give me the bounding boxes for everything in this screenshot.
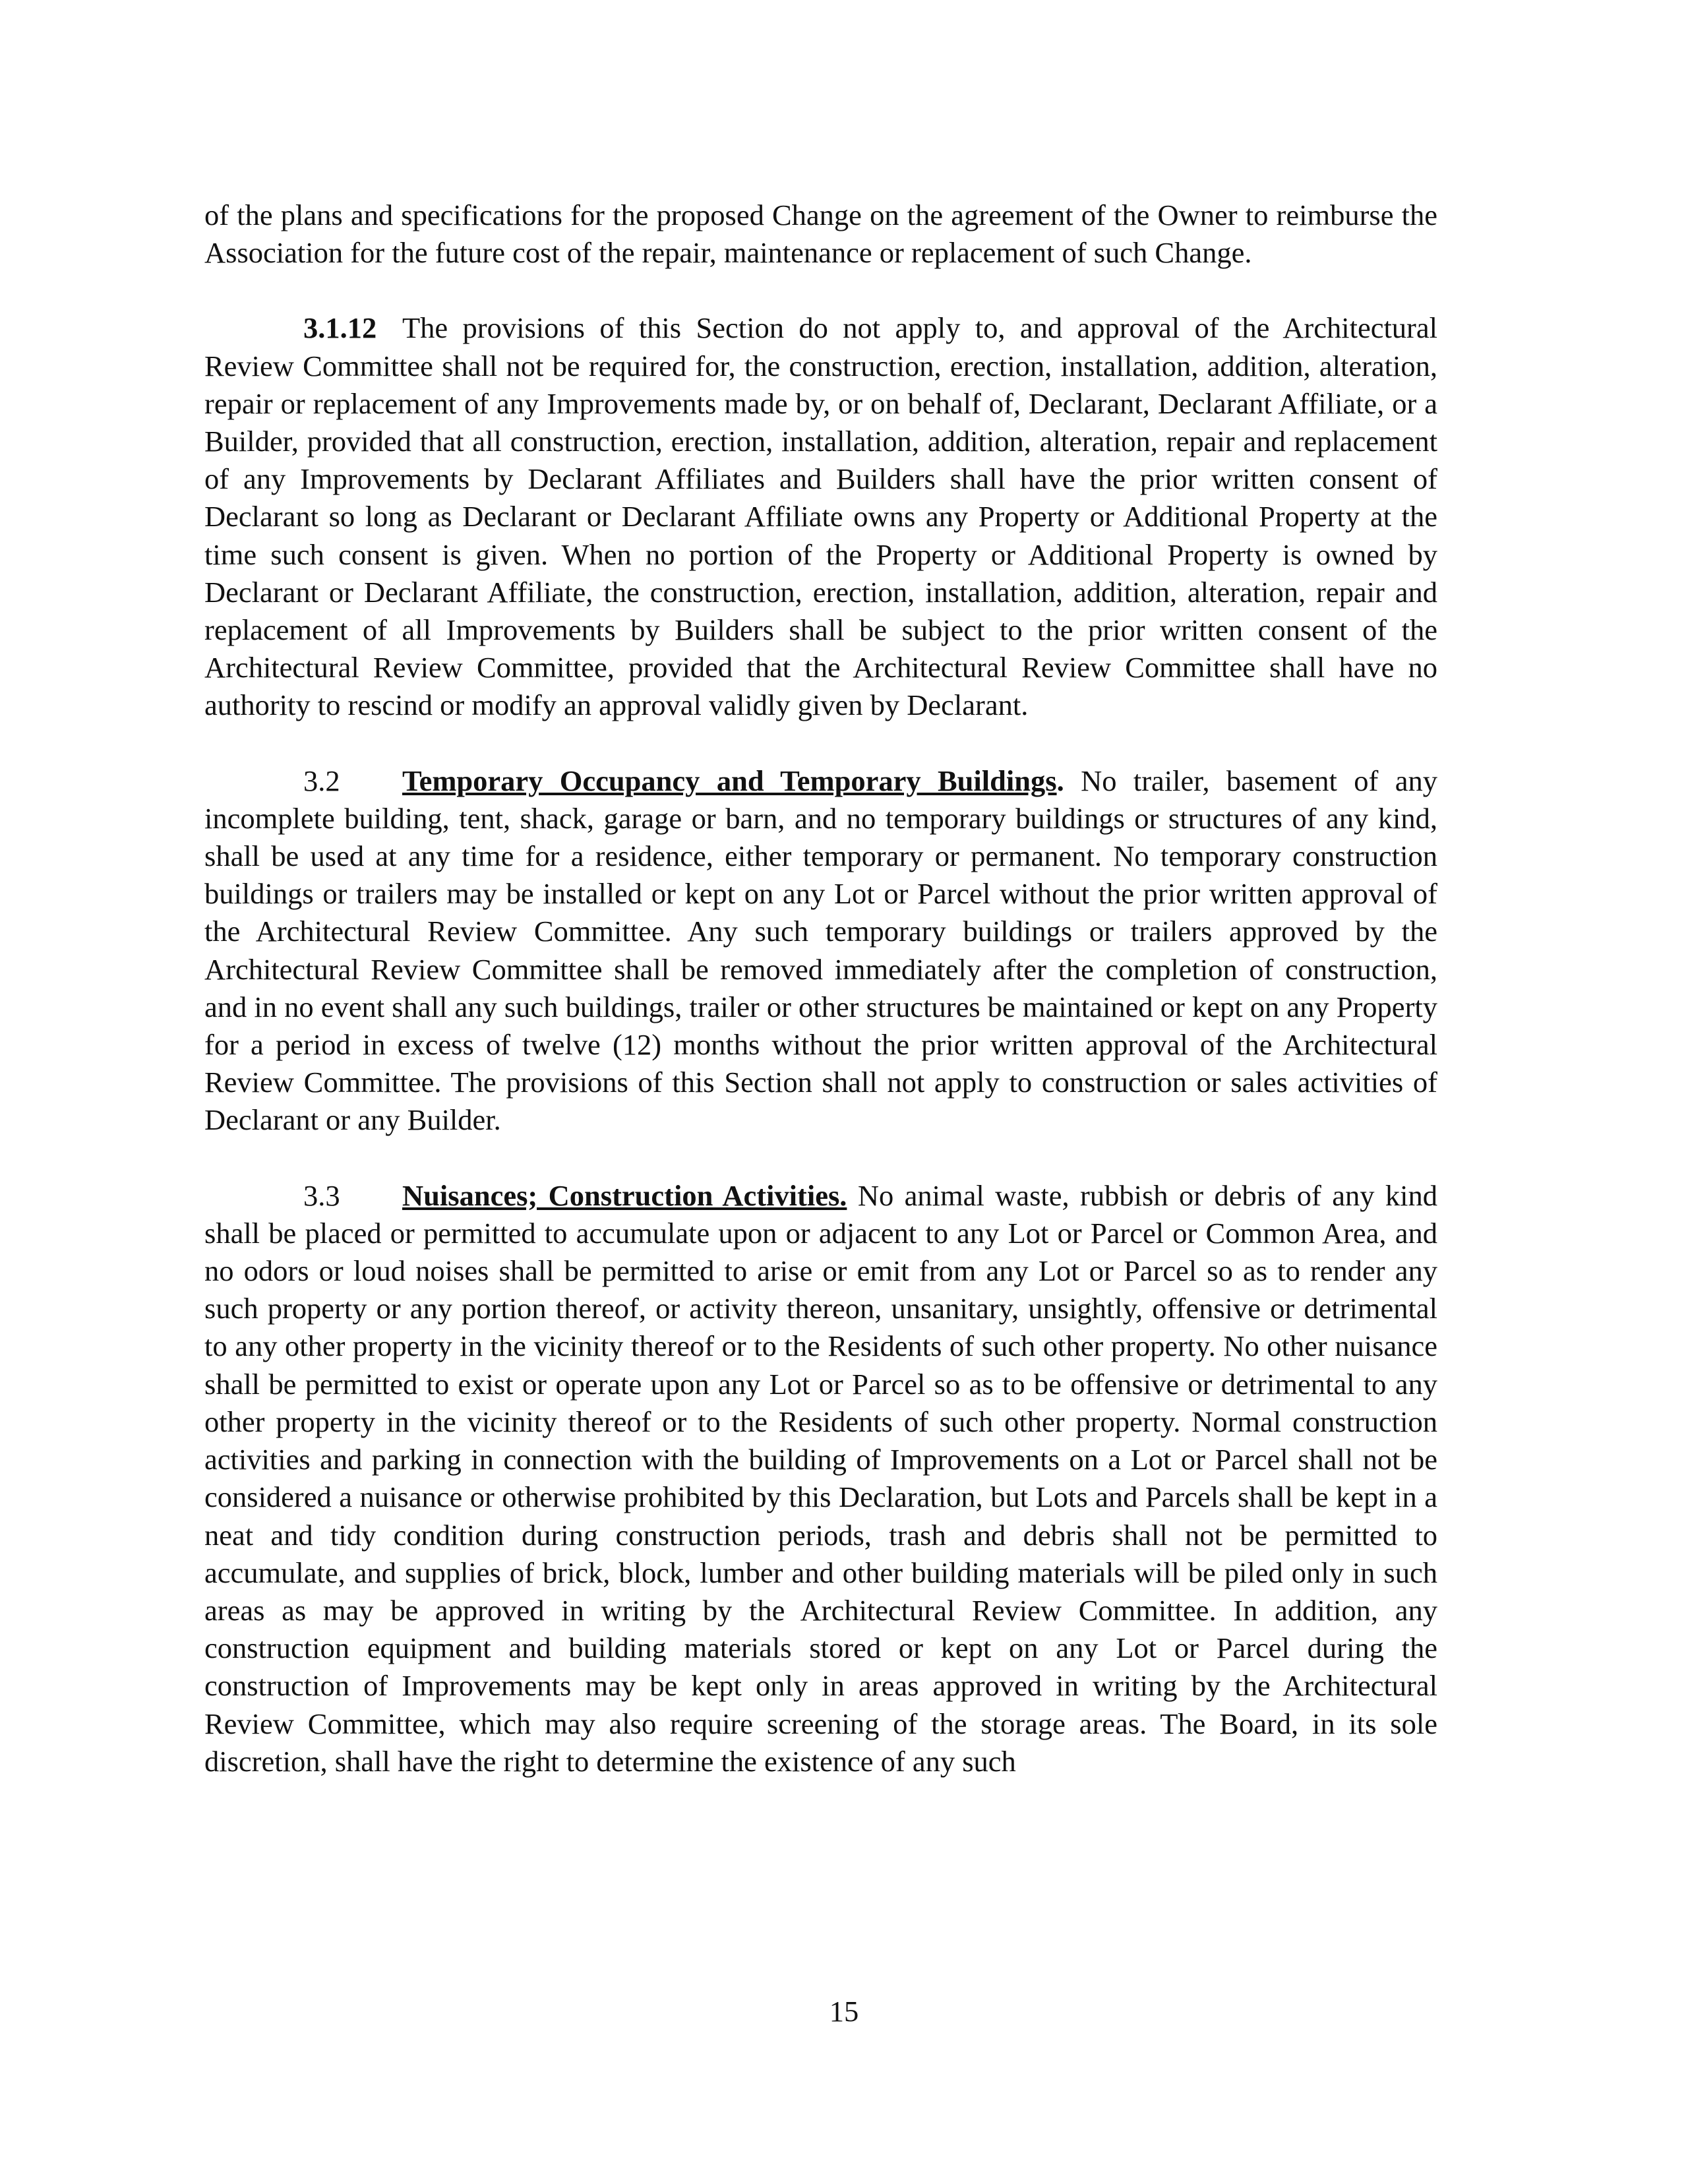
section-body: No animal waste, rubbish or debris of any kind shall be placed or permitted to accumulate upon or adjacent to any Lot or Parcel or Common Area, and no odors or loud noises shall be permitted to arise or emit from any Lot or Parcel so as to render any such property or any portion thereof, or activity thereon, unsanitary, unsightly, offensive or detrimental to any other property in the vicinity thereof or to the Residents of such other property. No other nuisance shall be permitted to exist or operate upon any Lot or Parcel so as to be offensive or detrimental to any other property in the vicinity thereof or to the Residents of such other property. Normal construction activities and parking in connection with the building of Improvements on a Lot or Parcel shall not be considered a nuisance or otherwise prohibited by this Declaration, but Lots and Parcels shall be kept in a neat and tidy condition during construction periods, trash and debris shall not be permitted to accumulate, and supplies of brick, block, lumber and other building materials will be piled only in such areas as may be approved in writing by the Architectural Review Committee. In addition, any construction equipment and building materials stored or kept on any Lot or Parcel during the construction of Improvements may be kept only in areas approved in writing by the Architectural Review Committee, which may also require screening of the storage areas. The Board, in its sole discretion, shall have the right to determine the existence of any such [204,1178,1437,1778]
continued-paragraph: of the plans and specifications for the proposed Change on the agreement of the Owner to reimburse the Association for the future cost of the repair, maintenance or replacement of such Change. [204,198,1437,270]
section-body: No trailer, basement of any incomplete building, tent, shack, garage or barn, and no temporary buildings or structures of any kind, shall be used at any time for a residence, either temporary or permanent. No temporary construction buildings or trailers may be installed or kept on any Lot or Parcel without the prior written approval of the Architectural Review Committee. Any such temporary buildings or trailers approved by the Architectural Review Committee shall be removed immediately after the completion of construction, and in no event shall any such buildings, trailer or other structures be maintained or kept on any Property for a period in excess of twelve (12) months without the prior written approval of the Architectural Review Committee. The provisions of this Section shall not apply to construction or sales activities of Declarant or any Builder. [204,764,1437,1137]
section-3-3 [204,1177,1437,1780]
section-3-1-12 [204,309,1437,724]
section-heading: Temporary Occupancy and Temporary Buildings [402,764,1057,797]
section-heading: Nuisances; Construction Activities. [402,1178,847,1212]
document-page [204,197,1437,1780]
section-body: The provisions of this Section do not apply to, and approval of the Architectural Review Committee shall not be required for, the construction, erection, installation, addition, alteration, repair or replacement of any Improvements made by, or on behalf of, Declarant, Declarant Affiliate, or a Builder, provided that all construction, erection, installation, addition, alteration, repair and replacement of any Improvements by Declarant Affiliates and Builders shall have the prior written consent of Declarant so long as Declarant or Declarant Affiliate owns any Property or Additional Property at the time such consent is given. When no portion of the Property or Additional Property is owned by Declarant or Declarant Affiliate, the construction, erection, installation, addition, alteration, repair and replacement of all Improvements by Builders shall be subject to the prior written consent of the Architectural Review Committee, provided that the Architectural Review Committee shall have no authority to rescind or modify an approval validly given by Declarant. [204,311,1437,722]
page-number: 15 [829,1995,859,2028]
section-number: 3.1.12 [303,311,377,345]
section-number: 3.2 [303,764,340,797]
section-number: 3.3 [303,1178,340,1212]
section-3-2 [204,762,1437,1139]
section-heading-punct: . [1056,764,1064,797]
